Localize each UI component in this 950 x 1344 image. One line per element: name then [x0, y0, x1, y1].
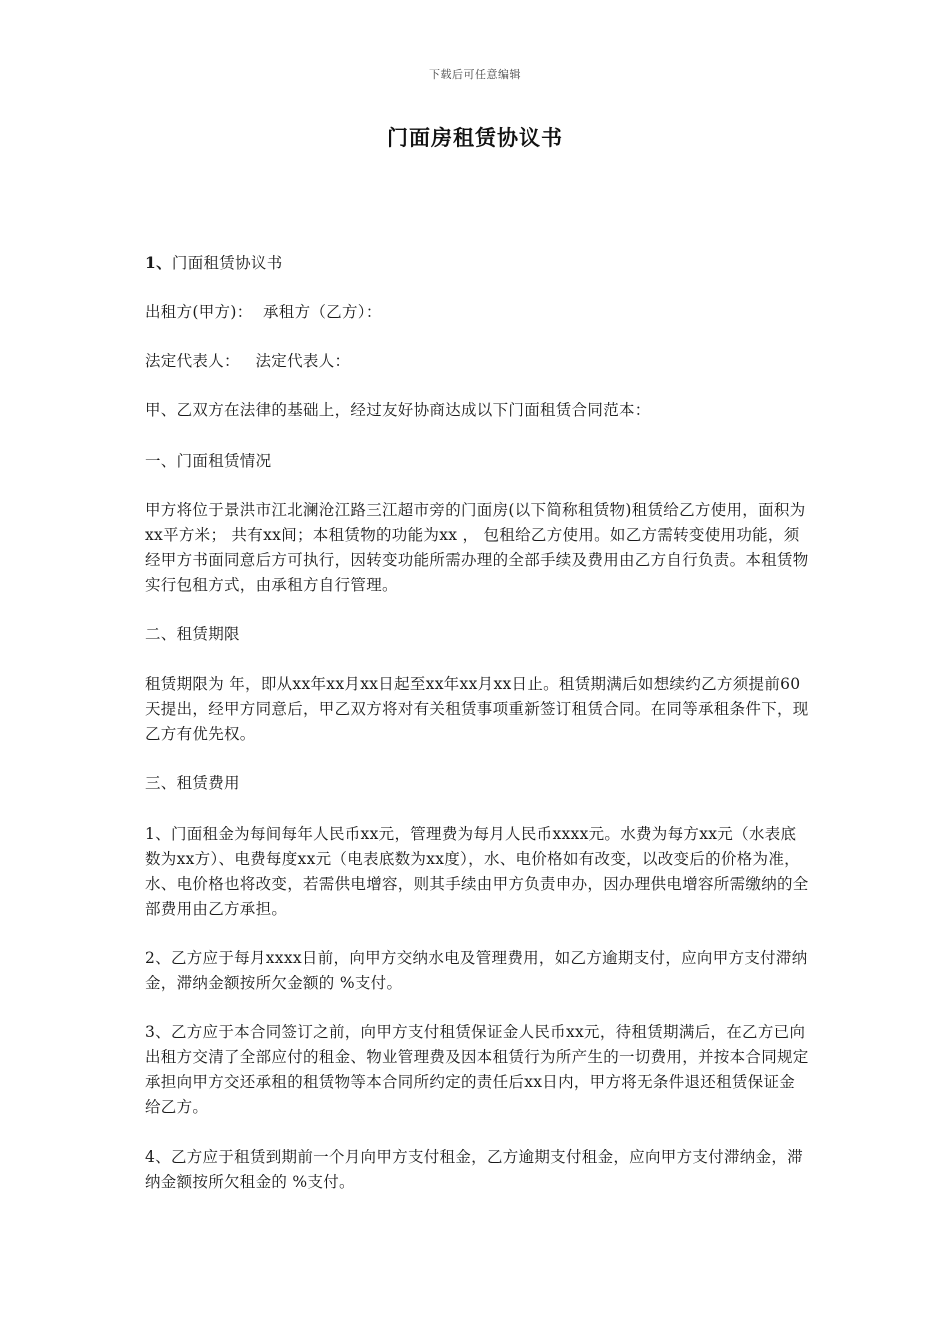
section-heading-text: 门面租赁协议书: [171, 254, 283, 272]
section-heading: [145, 250, 810, 276]
preamble: 甲、乙双方在法律的基础上，经过友好协商达成以下门面租赁合同范本：: [145, 401, 651, 419]
header-note: 下载后可任意编辑: [429, 68, 521, 81]
section-3-heading: 三、租赁费用: [145, 774, 240, 792]
document-title: 门面房租赁协议书: [387, 126, 563, 150]
lessor-label: 出租方(甲方)：: [145, 303, 253, 321]
section-3-clause-1: 1、门面租金为每间每年人民币xx元，管理费为每月人民币xxxx元。水费为每方xx元（水表底数为xx方）、电费每度xx元（电表底数为xx度），水、电价格如有改变，以改变后的价格为准，水、电价格也将改变，若需供电增容，则其手续由甲方负责申办，因办理供电增容所需缴纳的全部费用由乙方承担。: [145, 825, 809, 918]
section-3-clause-2: 2、乙方应于每月xxxx日前，向甲方交纳水电及管理费用，如乙方逾期支付，应向甲方支付滞纳金，滞纳金额按所欠金额的 %支付。: [145, 949, 808, 992]
lessee-rep-label: 法定代表人：: [255, 352, 351, 370]
parties-line: [145, 300, 810, 325]
section-3-clause-4: 4、乙方应于租赁到期前一个月向甲方支付租金，乙方逾期支付租金，应向甲方支付滞纳金，滞纳金额按所欠租金的 %支付。: [145, 1148, 803, 1191]
lessor-rep-label: 法定代表人：: [145, 352, 240, 370]
section-1-heading: 一、门面租赁情况: [145, 452, 272, 470]
section-2-paragraph: 租赁期限为 年，即从xx年xx月xx日起至xx年xx月xx日止。租赁期满后如想续约乙方须提前60天提出，经甲方同意后，甲乙双方将对有关租赁事项重新签订租赁合同。在同等承租条件下，现乙方有优先权。: [145, 675, 809, 743]
section-2-heading: 二、租赁期限: [145, 625, 240, 643]
section-number: 1、: [145, 253, 172, 272]
section-1-paragraph: 甲方将位于景洪市江北澜沧江路三江超市旁的门面房(以下简称租赁物)租赁给乙方使用，面积为xx平方米； 共有xx间；本租赁物的功能为xx ， 包租给乙方使用。如乙方需转变使用功能，须经甲方书面同意后方可执行，因转变功能所需办理的全部手续及费用由乙方自行负责。本租赁物实行包租方式，由承租方自行管理。: [145, 501, 809, 594]
lessee-label: 承租方（乙方）：: [262, 303, 382, 321]
section-3-clause-3: 3、乙方应于本合同签订之前，向甲方支付租赁保证金人民币xx元，待租赁期满后，在乙方已向出租方交清了全部应付的租金、物业管理费及因本租赁行为所产生的一切费用，并按本合同规定承担向甲方交还承租的租赁物等本合同所约定的责任后xx日内，甲方将无条件退还租赁保证金给乙方。: [145, 1023, 809, 1116]
representatives-line: [145, 349, 810, 374]
